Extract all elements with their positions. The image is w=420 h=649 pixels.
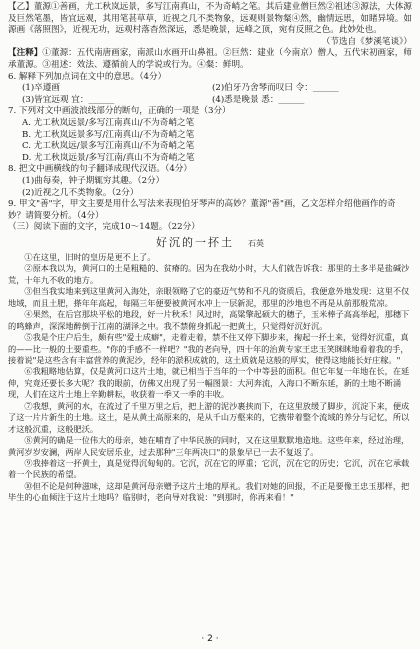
notes (8, 48, 412, 71)
essay-paragraph: ⑦我想，黄河的水，在流过了千里万里之后，把上游的泥沙裹挟而下，在这里放缓了脚步，沉淀下来，便成了这一片片新生的土地。这土，是从黄土高原来的，是从千山万壑来的，它携带着整个流域的养分与记忆，所以才这般沉重，这般肥沃。 (8, 400, 410, 434)
passage-source: （节选自《梦溪笔谈》） (321, 36, 412, 47)
notes-text: ①董源：五代南唐画家，南派山水画开山鼻祖。②巨然：建业（今南京）僧人，五代宋初画家，师承董源。③祖述：效法、遵循前人的学说或行为。④粲：鲜明。 (8, 48, 412, 70)
question-6-row-2 (8, 95, 412, 107)
essay-paragraph: ⑧黄河的确是一位伟大的母亲，她在哺育了中华民族的同时，又在这里默默地造地。这些年来，经过治理，黄河岁岁安澜，两岸人民安居乐业，过去那种"三年两决口"的景象早已一去不复返了。 (8, 435, 410, 457)
page-number: · 2 · (201, 634, 219, 644)
notes-label: 【注释】 (8, 48, 43, 59)
essay-paragraph: ⑨我捧着这一抔黄土，真是觉得沉甸甸的。它沉，沉在它的厚重；它沉，沉在它的历史；它沉，沉在它承载着一个民族的希望。 (8, 458, 410, 480)
question-8-item-a: (1)曲每奏，钟子期辄穷其趣。（2分） (22, 175, 165, 186)
essay-paragraph: ⑥我粗略地估算，仅是黄河口这片土地，就已相当于当年的一个中等县的面积。但它年复一年地在长，在延伸，究竟还要长多大呢？我的眼前，仿佛又出现了另一幅图景：大河奔流，入海口不断东延，新的土地不断涌现，人们在这片土地上辛勤耕耘，收获着一季又一季的丰收。 (8, 366, 410, 400)
question-8-item-b: (2)近视之几不类物象。（2分） (22, 187, 139, 198)
question-7-option-a: A. 尤工秋岚远景/多写江南真山/不为奇峭之笔 (22, 117, 195, 128)
question-6-item-d: (4)悉是晚景 悉：______ (212, 94, 305, 105)
question-6-item-b: (2)伯牙乃舍琴而叹曰 令：______ (212, 83, 339, 94)
question-6-item-c: (3)皆宜远观 宜：______ (22, 94, 115, 105)
essay-paragraph: ③但当我实地来到这里黄河入海处，亲眼领略了它的豪迈气势和不凡的资质后，我便意外地发现：这里不仅地域，而且土肥，搽年年高起，每隔三年便要被黄河水冲上一层新泥，那里的沙地也不再是从前那般荒凉。 (8, 286, 410, 308)
question-8-stem: 8. 把文中画横线的句子翻译成现代汉语。（4分） (8, 164, 192, 175)
question-9-stem: 9. 甲文"善"字，甲文主要是用什么写法来表现伯牙琴声的高妙？董源"善"画，乙文怎样介绍他画作的奇妙？请简要分析。（4分） (8, 199, 396, 221)
question-6-row-1 (8, 83, 412, 95)
essay-paragraph: ①在这里，旧时的皇历是更不上了。 (24, 251, 156, 262)
essay-paragraph: ⑤我是个庄户后生，颇有些"爱土成癖"，走着走着，禁不住又停下脚步来，掬起一抔土来，觉得好沉重，真的——比一般的土要重些。"你的手感不一样吧？"我的老向导，四十年的治黄专家王忠玉笑眯眯地看着我的手，接着说"是这些含有丰富营养的黄泥沙，经年的淤积成就的，这土质就是这般的厚实，使得这地能长好庄稼。" (8, 332, 409, 365)
question-7-option-c: C. 尤工秋岚远/景多写江南真山/不为奇峭之笔 (22, 141, 195, 152)
essay-paragraph: ⑩但不论是何种滋味，这却是黄河母亲赠予这片土地的厚礼。我们对她的回报，不正是要像王忠玉那样，把毕生的心血倾注于这片土地吗？临别时，老向导对我说："到那时，你再来看！" (8, 480, 410, 503)
exam-page (8, 2, 412, 504)
essay-paragraph: ②原本我以为，黄河口的土是粗糙的、贫瘠的。因为在我幼小时，大人们就告诉我：那里的土多半是盐碱沙荒，十年九不收的地方。 (8, 263, 410, 285)
essay-title-line (8, 235, 412, 252)
essay-author: 石英 (248, 238, 264, 248)
essay-paragraph: ④果然，在后宫那块平松的地段，好一片秋禾！风过时，高粱擎起硕大的穗子，玉米棒子高高举起，那穗下的鸣蜂声，深深地醉倒于江南的湖泽之中。我不禁俯身抓起一把黄土，只觉得好沉好沉。 (8, 309, 410, 331)
question-6-item-a: (1)卒遵画 (22, 83, 60, 94)
essay-title: 好沉的一抔土 (156, 235, 234, 249)
question-7-option-b: B. 尤工秋岚远景多写/江南真山/不为奇峭之笔 (22, 129, 195, 140)
question-7-stem: 7. 下列对文中画波浪线部分的断句，正确的一项是（3分） (8, 106, 231, 117)
question-6-stem: 6. 解释下列加点词在文中的意思。（4分） (8, 71, 167, 82)
passage-b: 【乙】董源①善画，尤工秋岚远景，多写江南真山，不为奇峭之笔。其后建业僧巨然②祖述③源法，大体源及巨然笔墨，皆宜远观，其用笔甚草草，近视之几不类物象，远观则景物粲④然，幽情远思，如睹异境。如源画《落照图》，近视无功，远观村落杳然深远，悉是晚景，远峰之顶，宛有反照之色。此妙处也。 (8, 2, 412, 36)
question-7-option-d: D. 尤工秋岚远景/多写江南/真山不为奇峭之笔 (22, 152, 195, 163)
section-3-header: （三）阅读下面的文字，完成10～14题。（22分） (8, 222, 200, 233)
